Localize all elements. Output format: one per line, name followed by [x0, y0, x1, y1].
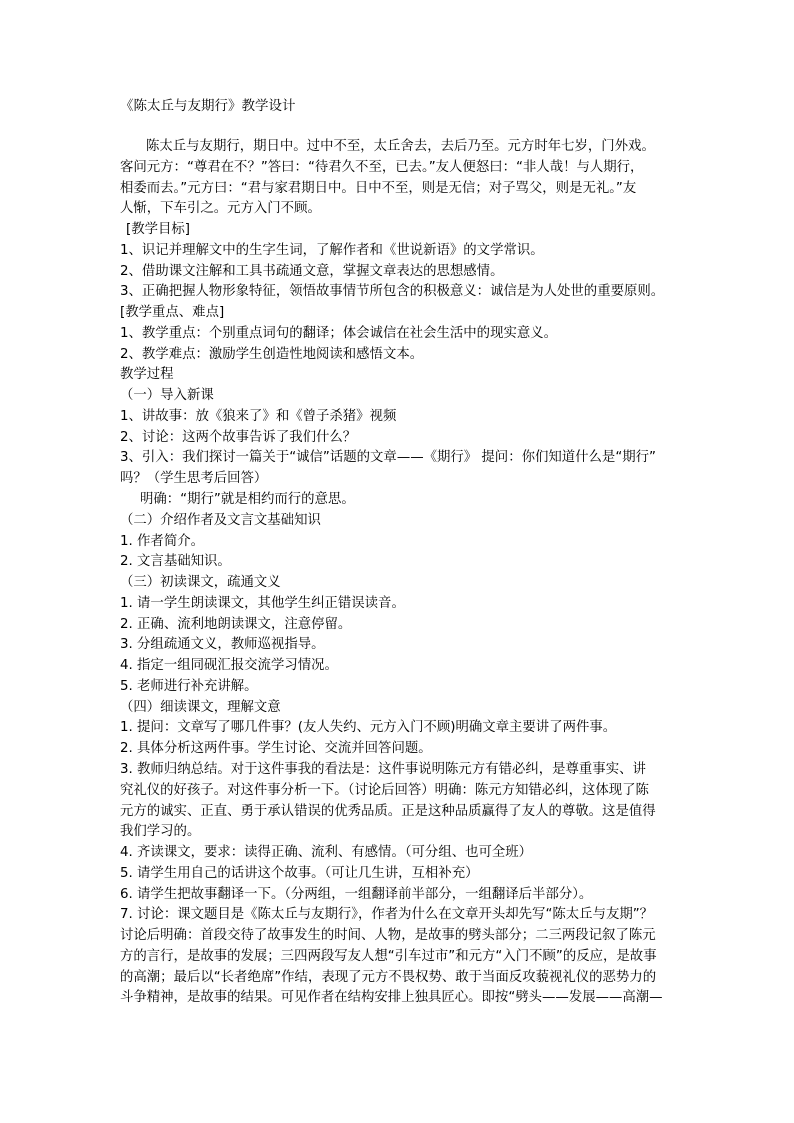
document-title: 《陈太丘与友期行》教学设计 — [120, 98, 296, 114]
key-point-item: 2、教学难点：激励学生创造性地阅读和感悟文本。 — [120, 346, 424, 362]
list-item-continued: 究礼仪的好孩子。对这件事分析一下。（讨论后回答）明确：陈元方知错必纠，这体现了陈 — [120, 782, 649, 798]
list-item-continued: 元方的诚实、正直、勇于承认错误的优秀品质。正是这种品质赢得了友人的尊敬。这是值得 — [120, 803, 656, 819]
section-heading-objectives: [教学目标] — [126, 222, 191, 238]
list-item: 5. 请学生用自己的话讲这个故事。（可让几生讲，互相补充） — [120, 865, 479, 881]
list-item: 3. 分组疏通文义，教师巡视指导。 — [120, 637, 325, 653]
objective-item: 3、正确把握人物形象特征，领悟故事情节所包含的积极意义：诚信是为人处世的重要原则。 — [120, 284, 665, 300]
clarification-line: 明确：“期行”就是相约而行的意思。 — [140, 492, 355, 508]
list-item: 1. 提问：文章写了哪几件事？(友人失约、元方入门不顾)明确文章主要讲了两件事。 — [120, 720, 617, 736]
list-item-continued: 吗？（学生思考后回答） — [120, 471, 268, 487]
story-paragraph-line: 客问元方：“尊君在不？”答曰：“待君久不至，已去。”友人便怒曰：“非人哉！与人期行， — [120, 159, 644, 175]
list-item-continued: 讨论后明确：首段交待了故事发生的时间、人物，是故事的劈头部分；二三两段记叙了陈元 — [120, 928, 656, 944]
list-item: 1、讲故事：放《狼来了》和《曾子杀猪》视频 — [120, 408, 397, 424]
subsection-heading: （一）导入新课 — [120, 388, 214, 404]
document-body — [120, 137, 688, 1009]
list-item: 3、引入：我们探讨一篇关于“诚信”话题的文章——《期行》 提问：你们知道什么是“期行” — [120, 450, 656, 466]
story-paragraph-line: 陈太丘与友期行，期日中。过中不至，太丘舍去，去后乃至。元方时年七岁，门外戏。 — [146, 139, 655, 154]
list-item: 2. 具体分析这两件事。学生讨论、交流并回答问题。 — [120, 741, 432, 757]
objective-item: 1、识记并理解文中的生字生词，了解作者和《世说新语》的文学常识。 — [120, 242, 544, 258]
list-item: 3. 教师归纳总结。对于这件事我的看法是：这件事说明陈元方有错必纠，是尊重事实、讲 — [120, 761, 646, 777]
list-item: 1. 请一学生朗读课文，其他学生纠正错误读音。 — [120, 595, 405, 611]
list-item: 2. 正确、流利地朗读课文，注意停留。 — [120, 616, 352, 632]
subsection-heading: （三）初读课文，疏通文义 — [120, 575, 281, 591]
list-item: 7. 讨论：课文题目是《陈太丘与友期行》，作者为什么在文章开头却先写“陈太丘与友期”？ — [120, 907, 654, 923]
list-item: 4. 指定一组同砚汇报交流学习情况。 — [120, 658, 338, 674]
objective-item: 2、借助课文注解和工具书疏通文意，掌握文章表达的思想感情。 — [120, 263, 504, 279]
key-point-item: 1、教学重点：个别重点词句的翻译；体会诚信在社会生活中的现实意义。 — [120, 325, 558, 341]
subsection-heading: （二）介绍作者及文言文基础知识 — [120, 512, 321, 528]
section-heading-key-points: [教学重点、难点] — [120, 305, 225, 321]
list-item-continued: 斗争精神，是故事的结果。可见作者在结构安排上独具匠心。即按“劈头——发展——高潮— — [120, 990, 663, 1006]
list-item: 1. 作者简介。 — [120, 533, 204, 549]
list-item-continued: 方的言行，是故事的发展；三四两段写友人想“引车过市”和元方“入门不顾”的反应，是故事 — [120, 948, 657, 964]
subsection-heading: （四）细读课文，理解文意 — [120, 699, 281, 715]
list-item-continued: 的高潮；最后以“长者绝席”作结，表现了元方不畏权势、敢于当面反攻藐视礼仪的恶势力的 — [120, 969, 657, 985]
list-item: 6. 请学生把故事翻译一下。（分两组，一组翻译前半部分，一组翻译后半部分）。 — [120, 886, 593, 902]
list-item: 4. 齐读课文，要求：读得正确、流利、有感情。（可分组、也可全班） — [120, 845, 533, 861]
story-paragraph-line: 相委而去。”元方曰：“君与家君期日中。日中不至，则是无信；对子骂父，则是无礼。”友 — [120, 180, 637, 196]
list-item: 2. 文言基础知识。 — [120, 554, 231, 570]
list-item: 2、讨论：这两个故事告诉了我们什么？ — [120, 429, 357, 445]
section-heading-process: 教学过程 — [120, 367, 174, 383]
story-paragraph-line: 人惭，下车引之。元方入门不顾。 — [120, 201, 321, 217]
list-item: 5. 老师进行补充讲解。 — [120, 678, 258, 694]
list-item-continued: 我们学习的。 — [120, 824, 201, 840]
